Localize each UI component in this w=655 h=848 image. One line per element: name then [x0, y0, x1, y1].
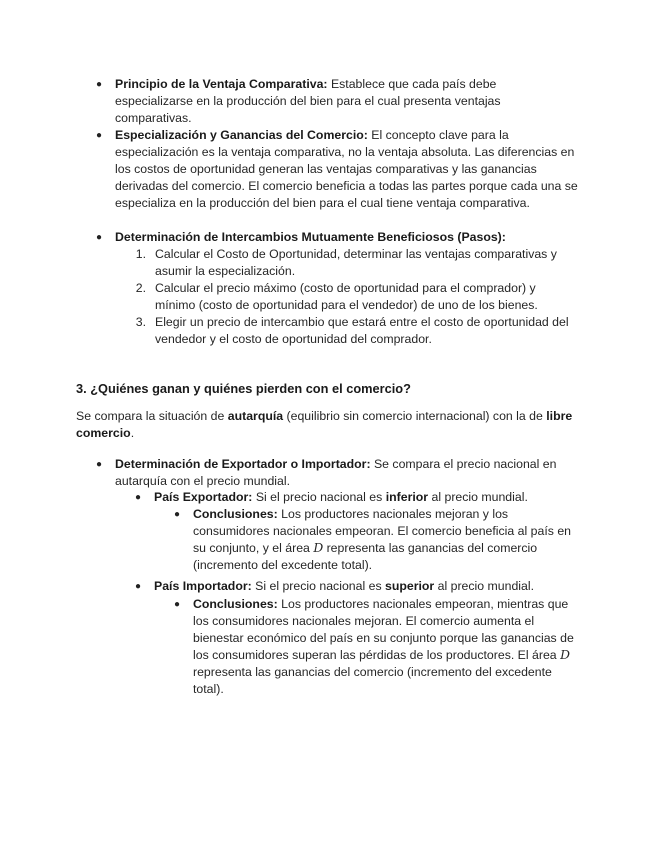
section-heading: 3. ¿Quiénes ganan y quiénes pierden con el comercio? — [76, 381, 411, 396]
step-3: Elegir un precio de intercambio que estará entre el costo de oportunidad del vendedor y el costo de oportunidad del comprador. — [155, 315, 569, 346]
text-conclusiones: representa las ganancias del comercio (incremento del excedente total). — [193, 541, 538, 572]
text-pais-exportador: Si el precio nacional es — [252, 490, 386, 504]
conclusiones-exportador — [193, 506, 578, 574]
bullet-icon: ● — [174, 599, 181, 610]
bullet-exportador-importador — [115, 456, 585, 490]
step-1: Calcular el Costo de Oportunidad, determinar las ventajas comparativas y asumir la especialización. — [155, 247, 557, 278]
text-pais-exportador: al precio mundial. — [428, 490, 528, 504]
step-number: 2. — [135, 281, 146, 295]
math-variable-d: D — [313, 541, 324, 555]
bullet-icon: ● — [96, 79, 103, 90]
conclusiones-importador — [193, 596, 578, 698]
step-number: 3. — [135, 315, 146, 329]
bullet-pais-importador — [154, 578, 584, 595]
bullet-pais-exportador — [154, 489, 584, 506]
term-conclusiones: Conclusiones: — [193, 507, 278, 521]
text-pais-importador: al precio mundial. — [434, 579, 535, 593]
bullet-icon: ● — [135, 492, 142, 503]
math-variable-d: D — [560, 648, 570, 662]
bullet-especializacion — [115, 127, 585, 212]
term-especializacion: Especialización y Ganancias del Comercio: — [115, 128, 368, 142]
section-intro — [76, 408, 576, 442]
intro-text: . — [130, 426, 135, 440]
bullet-icon: ● — [135, 581, 142, 592]
term-conclusiones: Conclusiones: — [193, 597, 278, 611]
bullet-icon: ● — [96, 130, 103, 141]
term-principio: Principio de la Ventaja Comparativa: — [115, 77, 328, 91]
term-determinacion: Determinación de Intercambios Mutuamente Beneficiosos (Pasos): — [115, 230, 506, 244]
bullet-icon: ● — [174, 509, 181, 520]
intro-text: Se compara la situación de — [76, 409, 228, 423]
step-number: 1. — [135, 247, 146, 261]
text-conclusiones: Los productores nacionales empeoran, mientras que los consumidores nacionales mejoran. El comercio aumenta el bienestar económico del país en su conjunto porque las ganancias de los consumidores superan las pérdidas de los productores. El área — [193, 597, 574, 662]
text-especializacion: El concepto clave para la especialización es la ventaja comparativa, no la ventaja absoluta. Las diferencias en los costos de oportunidad generan las ventajas comparativas y las ganancias derivadas del comercio. El comercio beneficia a todas las partes porque cada una se especializa en la producción del bien para el cual tiene ventaja comparativa. — [115, 128, 578, 210]
text-conclusiones: Los productores nacionales mejoran y los consumidores nacionales empeoran. El comercio beneficia al país en su conjunto, y el área — [193, 507, 571, 555]
bullet-determinacion — [115, 229, 585, 246]
term-pais-exportador: País Exportador: — [154, 490, 253, 504]
bullet-icon: ● — [96, 232, 103, 243]
intro-text: (equilibrio sin comercio internacional) con la de — [283, 409, 547, 423]
term-autarquia: autarquía — [227, 409, 284, 423]
term-inferior: inferior — [385, 490, 429, 504]
term-pais-importador: País Importador: — [154, 579, 252, 593]
text-principio: Establece que cada país debe especializarse en la producción del bien para el cual presenta ventajas comparativas. — [115, 77, 501, 125]
text-conclusiones: representa las ganancias del comercio (incremento del excedente total). — [193, 665, 552, 696]
text-exportador-importador: Se compara el precio nacional en autarquía con el precio mundial. — [115, 457, 557, 488]
text-pais-importador: Si el precio nacional es — [251, 579, 386, 593]
term-libre-comercio: libre comercio — [76, 409, 573, 440]
step-2: Calcular el precio máximo (costo de oportunidad para el comprador) y mínimo (costo de oportunidad para el vendedor) de uno de los bienes. — [155, 281, 538, 312]
term-exportador-importador: Determinación de Exportador o Importador: — [115, 457, 371, 471]
bullet-icon: ● — [96, 459, 103, 470]
term-superior: superior — [385, 579, 435, 593]
bullet-principio — [115, 76, 535, 127]
